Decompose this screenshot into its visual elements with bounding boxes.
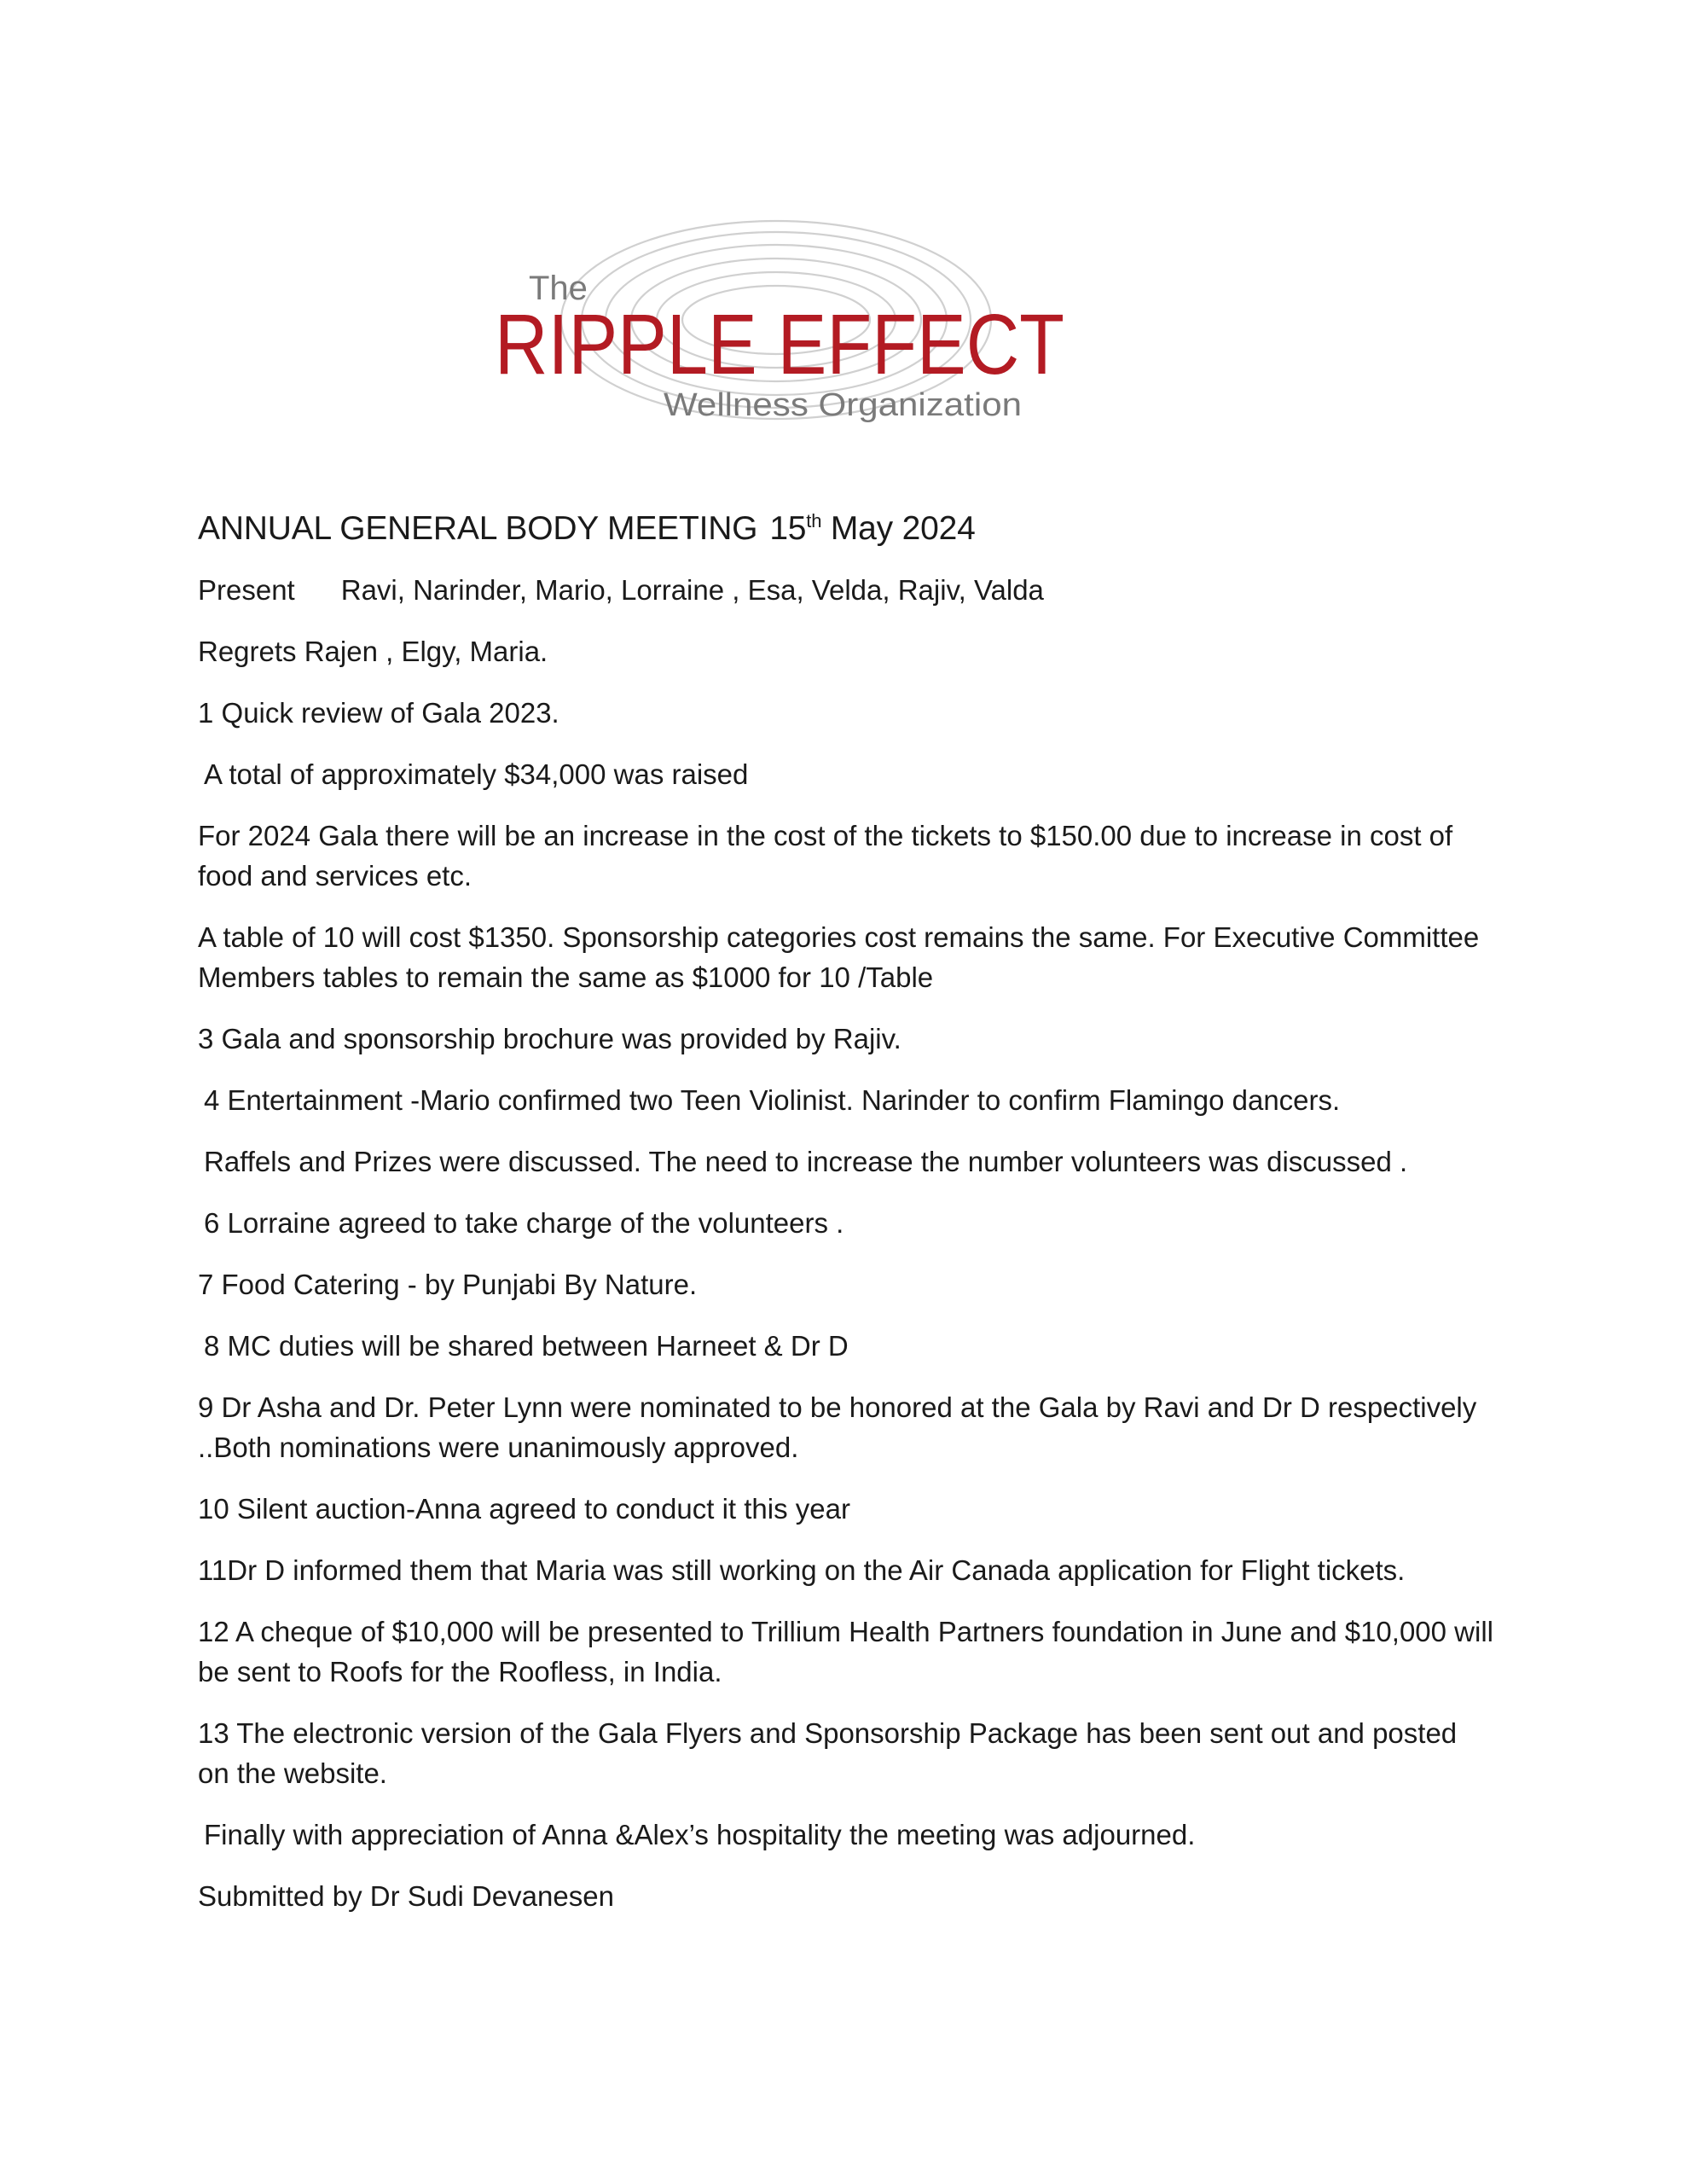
page-title <box>198 505 1494 553</box>
submitted-by: Submitted by Dr Sudi Devanesen <box>198 1880 614 1912</box>
minutes-item: 4 Entertainment -Mario confirmed two Teen Violinist. Narinder to confirm Flamingo dancers. <box>204 1084 1341 1116</box>
title-month-year: May 2024 <box>830 510 976 547</box>
organization-logo <box>495 218 1092 431</box>
minutes-item: 8 MC duties will be shared between Harneet & Dr D <box>204 1330 849 1362</box>
meeting-minutes <box>198 505 1494 1937</box>
minutes-item: For 2024 Gala there will be an increase in the cost of the tickets to $150.00 due to increase in cost of food and services etc. <box>198 820 1453 892</box>
minutes-item: 10 Silent auction-Anna agreed to conduct it this year <box>198 1493 850 1525</box>
logo-the-text: The <box>529 270 588 307</box>
minutes-item: 12 A cheque of $10,000 will be presented to Trillium Health Partners foundation in June and $10,000 will be sent to Roofs for the Roofless, in India. <box>198 1616 1493 1687</box>
present-names: Ravi, Narinder, Mario, Lorraine , Esa, Velda, Rajiv, Valda <box>340 574 1044 606</box>
minutes-item: 13 The electronic version of the Gala Flyers and Sponsorship Package has been sent out and posted on the website. <box>198 1717 1458 1789</box>
minutes-item: A table of 10 will cost $1350. Sponsorship categories cost remains the same. For Executive Committee Members tables to remain the same as $1000 for 10 /Table <box>198 921 1480 993</box>
ripple-logo-graphic <box>495 218 1092 431</box>
present-line <box>198 570 1494 610</box>
minutes-item: 1 Quick review of Gala 2023. <box>198 697 559 729</box>
minutes-item: 7 Food Catering - by Punjabi By Nature. <box>198 1269 698 1300</box>
title-ordinal: th <box>806 510 822 531</box>
present-label: Present <box>198 574 295 606</box>
minutes-item: 11Dr D informed them that Maria was still working on the Air Canada application for Flight tickets. <box>198 1554 1406 1586</box>
minutes-item: 3 Gala and sponsorship brochure was provided by Rajiv. <box>198 1023 901 1054</box>
minutes-item: 9 Dr Asha and Dr. Peter Lynn were nominated to be honored at the Gala by Ravi and Dr D respectively ..Both nominations were unanimously approved. <box>198 1391 1477 1463</box>
minutes-item: A total of approximately $34,000 was raised <box>204 758 749 790</box>
minutes-item: Raffels and Prizes were discussed. The need to increase the number volunteers was discussed . <box>204 1146 1408 1177</box>
title-day: 15 <box>769 510 807 547</box>
regrets-line: Regrets Rajen , Elgy, Maria. <box>198 636 548 667</box>
title-main: ANNUAL GENERAL BODY MEETING <box>198 510 758 547</box>
logo-wellness-text: Wellness Organization <box>664 387 1022 423</box>
minutes-item: 6 Lorraine agreed to take charge of the volunteers . <box>204 1207 844 1239</box>
logo-ripple-effect-text: RIPPLE EFFECT <box>495 297 1064 392</box>
closing-line: Finally with appreciation of Anna &Alex’s hospitality the meeting was adjourned. <box>204 1819 1196 1850</box>
